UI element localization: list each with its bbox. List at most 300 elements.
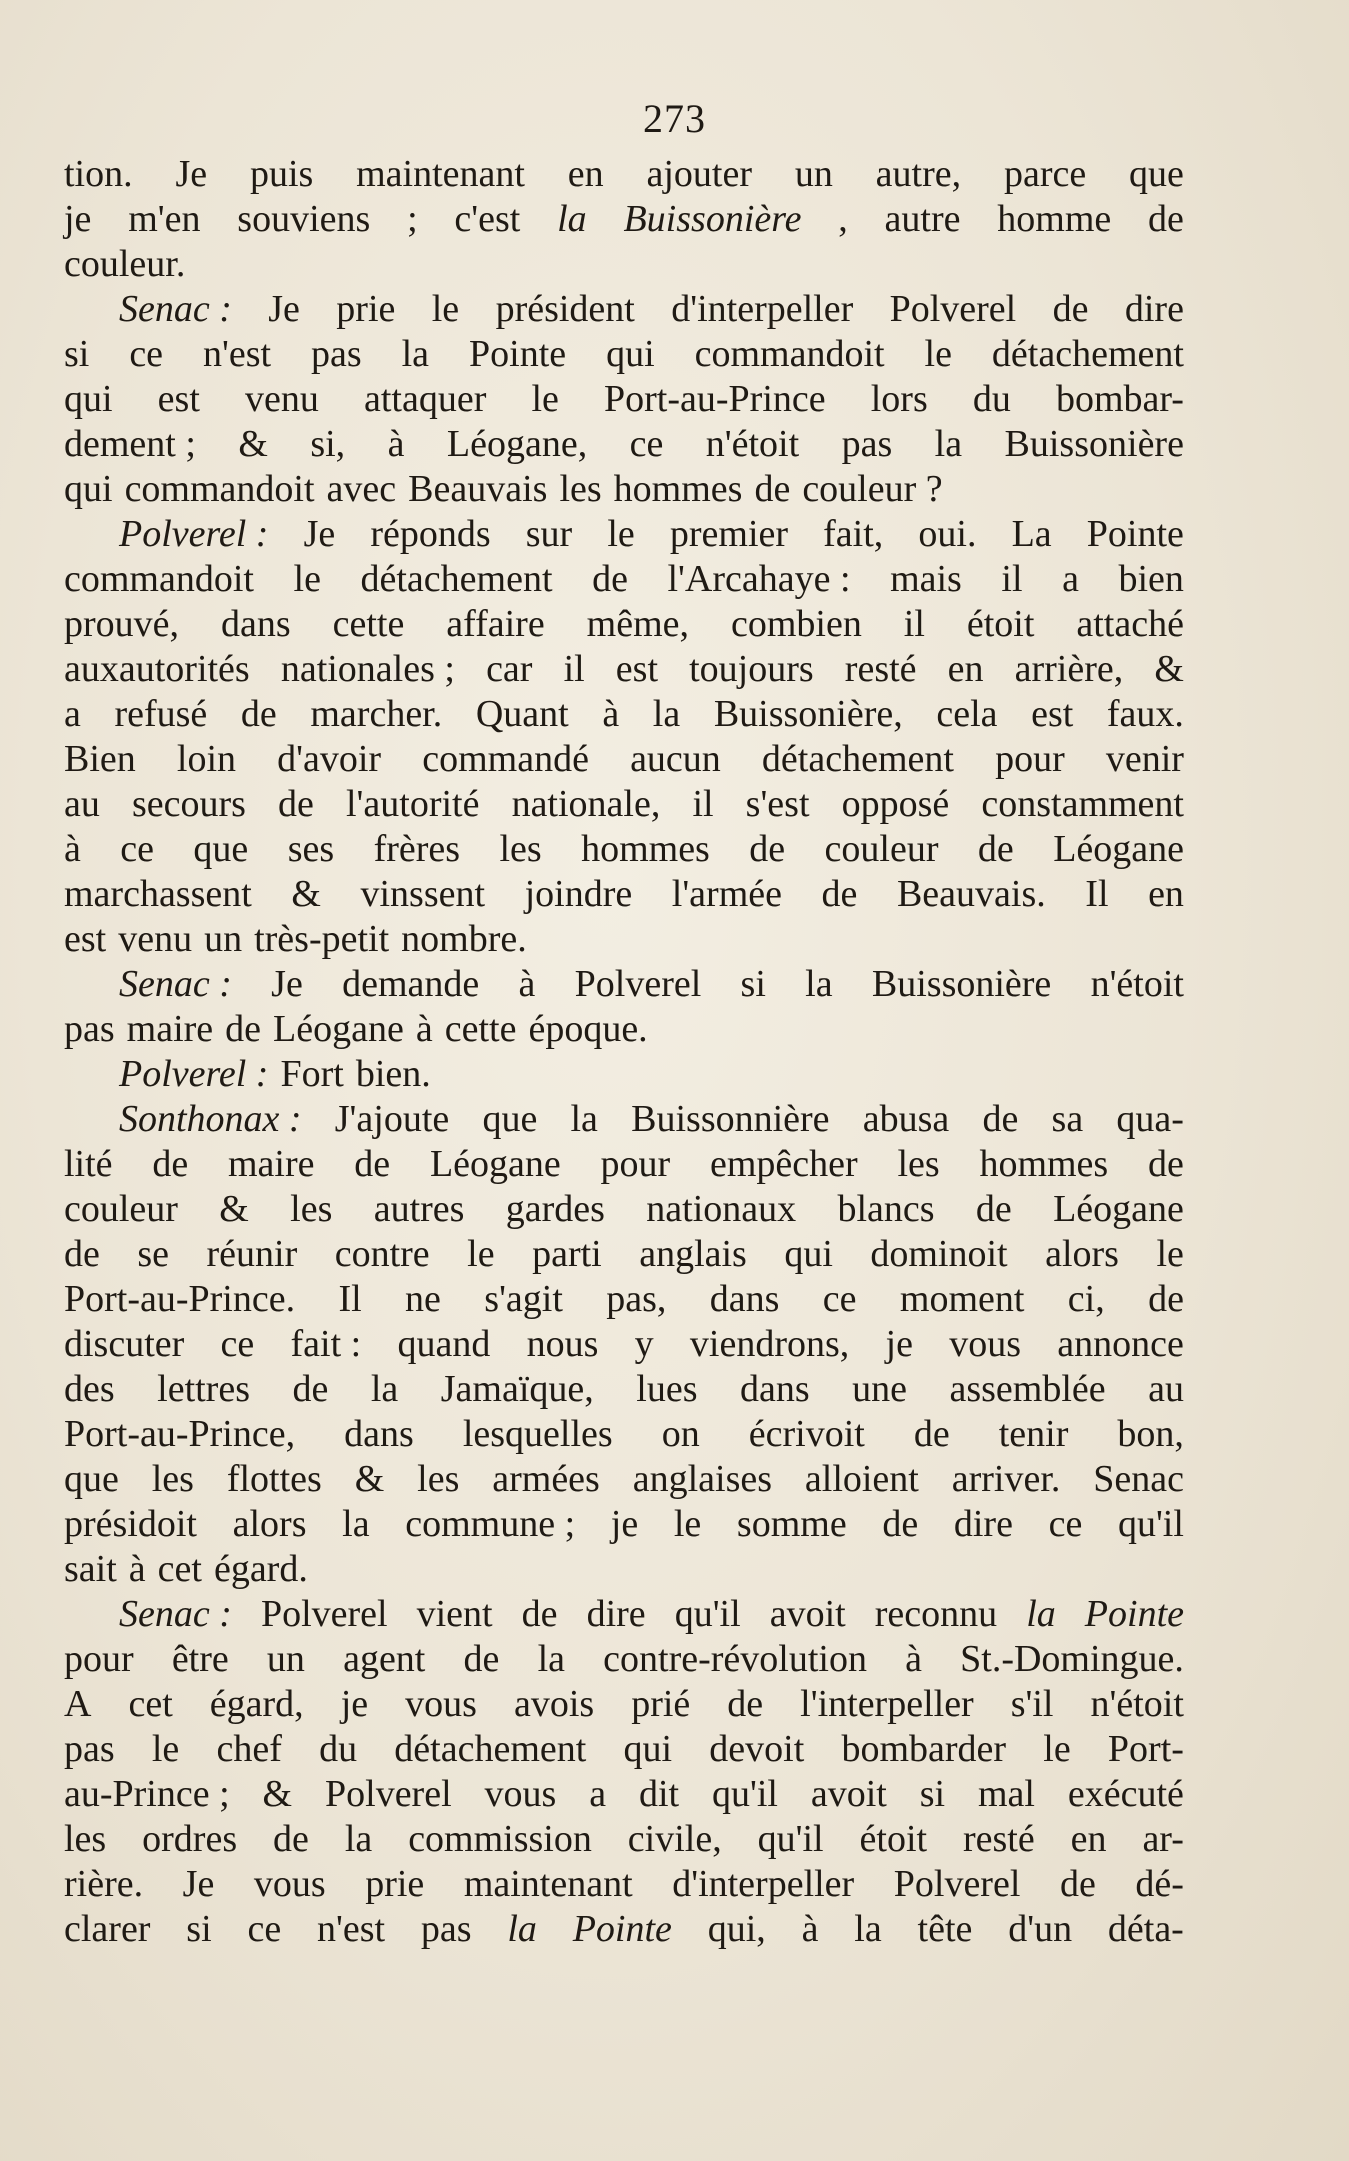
word: très-petit bbox=[254, 918, 390, 960]
word: de bbox=[1059, 1863, 1096, 1905]
word: c'est bbox=[454, 198, 521, 240]
word: anglais bbox=[639, 1233, 747, 1275]
italic-word: Senac : bbox=[119, 1593, 232, 1635]
word: tenir bbox=[998, 1413, 1069, 1455]
word: de bbox=[1148, 1278, 1184, 1320]
text-line bbox=[64, 1052, 1184, 1097]
text-line bbox=[64, 1097, 1184, 1142]
word: qu'il bbox=[1117, 1503, 1184, 1545]
word: avoit bbox=[769, 1593, 846, 1635]
word: pas bbox=[841, 423, 893, 465]
word: constamment bbox=[981, 783, 1184, 825]
word: ce bbox=[1048, 1503, 1083, 1545]
word: des bbox=[64, 1368, 115, 1410]
word: est bbox=[64, 918, 107, 960]
word: s'agit bbox=[484, 1278, 563, 1320]
word: oui. bbox=[918, 513, 977, 555]
word: secours bbox=[131, 783, 246, 825]
word: commune ; bbox=[405, 1503, 576, 1545]
word: pas, bbox=[606, 1278, 667, 1320]
word: lité bbox=[64, 1143, 113, 1185]
text-line bbox=[64, 1547, 1184, 1592]
text-line bbox=[64, 1907, 1184, 1952]
text-line bbox=[64, 332, 1184, 377]
word: l'autorité bbox=[346, 783, 480, 825]
word: dire bbox=[1124, 288, 1184, 330]
word: Pointe bbox=[469, 333, 567, 375]
word: est bbox=[1031, 693, 1074, 735]
word: la bbox=[934, 423, 963, 465]
word: armées bbox=[492, 1458, 600, 1500]
word: devoit bbox=[709, 1728, 805, 1770]
word: cette bbox=[444, 1008, 517, 1050]
word: de bbox=[1052, 288, 1089, 330]
word: le bbox=[1043, 1728, 1071, 1770]
word: resté bbox=[844, 648, 917, 690]
word: prié bbox=[631, 1683, 691, 1725]
text-line bbox=[64, 242, 1184, 287]
word: ce bbox=[220, 1323, 255, 1365]
word: Jamaïque, bbox=[440, 1368, 594, 1410]
word: joindre bbox=[524, 873, 633, 915]
italic-word: Sonthonax : bbox=[119, 1098, 302, 1140]
text-line bbox=[64, 1682, 1184, 1727]
word: bombarder bbox=[841, 1728, 1007, 1770]
word: la bbox=[344, 1818, 373, 1860]
word: ordres bbox=[142, 1818, 238, 1860]
word: abusa bbox=[862, 1098, 950, 1140]
word: Il bbox=[338, 1278, 362, 1320]
word: de bbox=[292, 1368, 329, 1410]
word: Je bbox=[271, 963, 303, 1005]
word: maintenant bbox=[463, 1863, 633, 1905]
word: Polverel bbox=[889, 288, 1017, 330]
word: la bbox=[652, 693, 681, 735]
word: Port-au-Prince bbox=[604, 378, 826, 420]
word: Je bbox=[175, 153, 208, 195]
word: bien bbox=[1118, 558, 1184, 600]
italic-word: Buissonière bbox=[623, 198, 802, 240]
word: de bbox=[152, 1143, 189, 1185]
word: de bbox=[754, 468, 791, 510]
word: Léogane, bbox=[446, 423, 588, 465]
word: loin bbox=[176, 738, 237, 780]
word: de bbox=[278, 783, 314, 825]
word: quand bbox=[397, 1323, 491, 1365]
word: à bbox=[905, 1638, 922, 1680]
word: sa bbox=[1051, 1098, 1084, 1140]
word: à bbox=[518, 963, 536, 1005]
word: les bbox=[290, 1188, 333, 1230]
word: époque. bbox=[528, 1008, 648, 1050]
text-line bbox=[64, 557, 1184, 602]
text-line bbox=[64, 1817, 1184, 1862]
word: que bbox=[482, 1098, 538, 1140]
word: blancs bbox=[837, 1188, 935, 1230]
word: prie bbox=[336, 288, 396, 330]
word: qui bbox=[623, 1728, 673, 1770]
word: auxautorités bbox=[64, 648, 250, 690]
word: écrivoit bbox=[748, 1413, 865, 1455]
word: Buissonière, bbox=[713, 693, 903, 735]
word: Polverel bbox=[893, 1863, 1021, 1905]
word: frères bbox=[373, 828, 461, 870]
word: cette bbox=[332, 603, 405, 645]
word: maintenant bbox=[356, 153, 525, 195]
word: le bbox=[293, 558, 321, 600]
word: moment bbox=[899, 1278, 1025, 1320]
text-line bbox=[64, 1727, 1184, 1772]
word: n'étoit bbox=[1090, 1683, 1184, 1725]
word: étoit bbox=[859, 1818, 928, 1860]
word: dé- bbox=[1135, 1863, 1184, 1905]
word: empêcher bbox=[709, 1143, 858, 1185]
word: cela bbox=[936, 693, 998, 735]
italic-word: Senac : bbox=[119, 288, 232, 330]
word: pas bbox=[420, 1908, 472, 1950]
word: si bbox=[919, 1773, 946, 1815]
word: puis bbox=[249, 153, 314, 195]
word: dans bbox=[709, 1278, 780, 1320]
word: couleur bbox=[824, 828, 939, 870]
word: il bbox=[692, 783, 714, 825]
word: le bbox=[151, 1728, 180, 1770]
word: toujours bbox=[689, 648, 814, 690]
word: à bbox=[602, 693, 620, 735]
word: de bbox=[592, 558, 628, 600]
word: prie bbox=[365, 1863, 425, 1905]
word: les bbox=[64, 1818, 107, 1860]
word: aucun bbox=[630, 738, 721, 780]
word: dans bbox=[739, 1368, 810, 1410]
word: il bbox=[1001, 558, 1023, 600]
word: détachement bbox=[991, 333, 1184, 375]
word: & bbox=[238, 423, 268, 465]
word: hommes bbox=[581, 828, 710, 870]
word: à bbox=[64, 828, 81, 870]
word: de bbox=[1148, 1143, 1184, 1185]
word: souviens bbox=[237, 198, 371, 240]
word: Fort bbox=[280, 1053, 344, 1095]
word: opposé bbox=[841, 783, 950, 825]
word: dans bbox=[220, 603, 291, 645]
word: d'interpeller bbox=[672, 1863, 855, 1905]
word: Pointe bbox=[1086, 513, 1184, 555]
word: l'armée bbox=[671, 873, 782, 915]
text-line bbox=[64, 872, 1184, 917]
word: de bbox=[982, 1098, 1019, 1140]
word: Je bbox=[182, 1863, 215, 1905]
word: je bbox=[885, 1323, 913, 1365]
text-line bbox=[64, 1277, 1184, 1322]
text-line bbox=[64, 1232, 1184, 1277]
italic-word: la bbox=[557, 198, 587, 240]
word: la bbox=[805, 963, 833, 1005]
word: avois bbox=[513, 1683, 595, 1725]
word: n'est bbox=[203, 333, 272, 375]
word: égard. bbox=[213, 1548, 308, 1590]
word: de bbox=[521, 1593, 558, 1635]
text-line bbox=[64, 1007, 1184, 1052]
text-line bbox=[64, 647, 1184, 692]
word: mal bbox=[977, 1773, 1035, 1815]
text-line bbox=[64, 377, 1184, 422]
word: commandoit bbox=[124, 468, 315, 510]
word: Buissonière bbox=[871, 963, 1052, 1005]
word: fait : bbox=[290, 1323, 362, 1365]
word: La bbox=[1011, 513, 1052, 555]
word: si bbox=[186, 1908, 212, 1950]
text-line bbox=[64, 1187, 1184, 1232]
text-line bbox=[64, 917, 1184, 962]
text-line bbox=[64, 1412, 1184, 1457]
word: nationale, bbox=[511, 783, 661, 825]
word: ne bbox=[405, 1278, 441, 1320]
word: cet bbox=[128, 1683, 173, 1725]
word: pour bbox=[995, 738, 1065, 780]
word: dominoit bbox=[870, 1233, 1008, 1275]
word: sait bbox=[64, 1548, 117, 1590]
word: commission bbox=[408, 1818, 592, 1860]
word: pas bbox=[64, 1728, 115, 1770]
word: Polverel bbox=[260, 1593, 388, 1635]
word: se bbox=[137, 1233, 170, 1275]
word: Polverel bbox=[574, 963, 702, 1005]
word: la bbox=[342, 1503, 370, 1545]
word: dans bbox=[344, 1413, 414, 1455]
word: dire bbox=[953, 1503, 1013, 1545]
word: Beauvais bbox=[408, 468, 548, 510]
word: ci, bbox=[1067, 1278, 1105, 1320]
word: tête bbox=[917, 1908, 973, 1950]
word: la bbox=[537, 1638, 565, 1680]
word: que bbox=[1129, 153, 1184, 195]
word: étoit bbox=[966, 603, 1035, 645]
word: de bbox=[240, 693, 277, 735]
word: attaché bbox=[1076, 603, 1184, 645]
word: réponds bbox=[370, 513, 491, 555]
word: civile, bbox=[627, 1818, 722, 1860]
word: de bbox=[727, 1683, 764, 1725]
word: marchassent bbox=[64, 873, 252, 915]
word: le bbox=[607, 513, 635, 555]
word: lors bbox=[870, 378, 928, 420]
italic-word: la bbox=[507, 1908, 537, 1950]
word: clarer bbox=[64, 1908, 151, 1950]
word: en bbox=[947, 648, 984, 690]
word: somme bbox=[736, 1503, 847, 1545]
italic-word: la bbox=[1026, 1593, 1056, 1635]
word: il bbox=[563, 648, 585, 690]
word: ce bbox=[120, 828, 155, 870]
text-line bbox=[64, 1322, 1184, 1367]
word: car bbox=[486, 648, 533, 690]
word: & bbox=[291, 873, 321, 915]
word: de bbox=[975, 1188, 1012, 1230]
word: Léogane bbox=[1053, 1188, 1184, 1230]
italic-word: Polverel : bbox=[119, 513, 269, 555]
word: J'ajoute bbox=[334, 1098, 450, 1140]
word: parti bbox=[532, 1233, 602, 1275]
word: flottes bbox=[226, 1458, 322, 1500]
word: hommes bbox=[613, 468, 743, 510]
word: si bbox=[64, 333, 90, 375]
word: vous bbox=[405, 1683, 477, 1725]
word: vous bbox=[949, 1323, 1022, 1365]
word: n'étoit bbox=[705, 423, 800, 465]
word: de bbox=[882, 1503, 919, 1545]
word: anglaises bbox=[632, 1458, 773, 1500]
word: vous bbox=[253, 1863, 326, 1905]
word: bombar- bbox=[1055, 378, 1184, 420]
word: les bbox=[417, 1458, 460, 1500]
word: en bbox=[1070, 1818, 1107, 1860]
word: lettres bbox=[157, 1368, 250, 1410]
word: Quant bbox=[475, 693, 569, 735]
word: ce bbox=[247, 1908, 282, 1950]
word: qua- bbox=[1116, 1098, 1184, 1140]
word: qui bbox=[784, 1233, 833, 1275]
text-line bbox=[64, 1772, 1184, 1817]
word: Polverel bbox=[325, 1773, 452, 1815]
word: je bbox=[610, 1503, 639, 1545]
word: attaquer bbox=[363, 378, 487, 420]
word: maire bbox=[126, 1008, 214, 1050]
word: chef bbox=[216, 1728, 282, 1770]
word: à bbox=[801, 1908, 819, 1950]
word: ; bbox=[407, 198, 418, 240]
word: lesquelles bbox=[462, 1413, 613, 1455]
word: on bbox=[661, 1413, 700, 1455]
word: ce bbox=[629, 423, 664, 465]
word: pour bbox=[64, 1638, 134, 1680]
word: alors bbox=[232, 1503, 307, 1545]
word: maire bbox=[227, 1143, 315, 1185]
word: de bbox=[64, 1233, 100, 1275]
word: discuter bbox=[64, 1323, 185, 1365]
word: reconnu bbox=[874, 1593, 998, 1635]
word: si, bbox=[310, 423, 346, 465]
word: de bbox=[821, 873, 858, 915]
word: d'avoir bbox=[277, 738, 382, 780]
word: arrière, bbox=[1014, 648, 1124, 690]
word: assemblée bbox=[949, 1368, 1106, 1410]
word: lues bbox=[636, 1368, 698, 1410]
word: de bbox=[749, 828, 786, 870]
word: rière. bbox=[64, 1863, 144, 1905]
word: Léogane bbox=[1053, 828, 1184, 870]
word: Port- bbox=[1107, 1728, 1184, 1770]
word: le bbox=[673, 1503, 702, 1545]
word: couleur. bbox=[64, 243, 186, 285]
word: dement ; bbox=[64, 423, 196, 465]
word: m'en bbox=[128, 198, 201, 240]
text-line bbox=[64, 1367, 1184, 1412]
word: l'Arcahaye : bbox=[667, 558, 851, 600]
word: ses bbox=[287, 828, 335, 870]
word: mais bbox=[890, 558, 962, 600]
word: un bbox=[266, 1638, 305, 1680]
word: je bbox=[340, 1683, 369, 1725]
word: Senac bbox=[1093, 1458, 1184, 1500]
word: viendrons, bbox=[689, 1323, 850, 1365]
word: autres bbox=[373, 1188, 465, 1230]
text-line bbox=[64, 1457, 1184, 1502]
word: de bbox=[225, 1008, 262, 1050]
text-line bbox=[64, 1637, 1184, 1682]
word: la bbox=[370, 1368, 399, 1410]
word: commandoit bbox=[694, 333, 885, 375]
text-line bbox=[64, 1502, 1184, 1547]
word: parce bbox=[1003, 153, 1087, 195]
word: la bbox=[401, 333, 430, 375]
word: avoit bbox=[810, 1773, 887, 1815]
word: tion. bbox=[64, 153, 133, 195]
word: contre-révolution bbox=[603, 1638, 867, 1680]
word: Buissonnière bbox=[631, 1098, 830, 1140]
word: qui bbox=[64, 378, 113, 420]
word: faux. bbox=[1106, 693, 1184, 735]
word: en bbox=[1148, 873, 1184, 915]
word: Bien bbox=[64, 738, 136, 780]
word: marcher. bbox=[310, 693, 443, 735]
word: s'il bbox=[1010, 1683, 1054, 1725]
word: arriver. bbox=[951, 1458, 1061, 1500]
word: qu'il bbox=[712, 1773, 778, 1815]
word: prouvé, bbox=[64, 603, 180, 645]
text-line bbox=[64, 1142, 1184, 1187]
text-line bbox=[64, 197, 1184, 242]
word: est bbox=[157, 378, 200, 420]
word: de bbox=[354, 1143, 391, 1185]
word: affaire bbox=[446, 603, 545, 645]
text-line bbox=[64, 737, 1184, 782]
word: & bbox=[354, 1458, 385, 1500]
word: le bbox=[1156, 1233, 1184, 1275]
word: nationaux bbox=[646, 1188, 797, 1230]
italic-word: Polverel : bbox=[119, 1053, 269, 1095]
text-line bbox=[64, 962, 1184, 1007]
word: venir bbox=[1105, 738, 1184, 780]
word: premier bbox=[669, 513, 789, 555]
word: du bbox=[319, 1728, 358, 1770]
word: commandé bbox=[422, 738, 589, 780]
text-line bbox=[64, 827, 1184, 872]
word: les bbox=[499, 828, 542, 870]
word: détachement bbox=[360, 558, 553, 600]
text-line bbox=[64, 1592, 1184, 1637]
word: ar- bbox=[1142, 1818, 1184, 1860]
word: pas bbox=[64, 1008, 115, 1050]
word: Je bbox=[303, 513, 336, 555]
word: Port-au-Prince. bbox=[64, 1278, 296, 1320]
word: président bbox=[495, 288, 635, 330]
word: le bbox=[467, 1233, 495, 1275]
word: a bbox=[1062, 558, 1079, 600]
word: resté bbox=[962, 1818, 1035, 1860]
word: combien bbox=[730, 603, 862, 645]
word: détachement bbox=[394, 1728, 587, 1770]
word: agent bbox=[343, 1638, 426, 1680]
word: ce bbox=[129, 333, 164, 375]
word: St.-Domingue. bbox=[960, 1638, 1184, 1680]
word: demande bbox=[342, 963, 480, 1005]
page-number: 273 bbox=[643, 96, 706, 141]
word: vous bbox=[484, 1773, 557, 1815]
word: couleur bbox=[64, 1188, 178, 1230]
text-line bbox=[64, 422, 1184, 467]
word: le bbox=[531, 378, 559, 420]
